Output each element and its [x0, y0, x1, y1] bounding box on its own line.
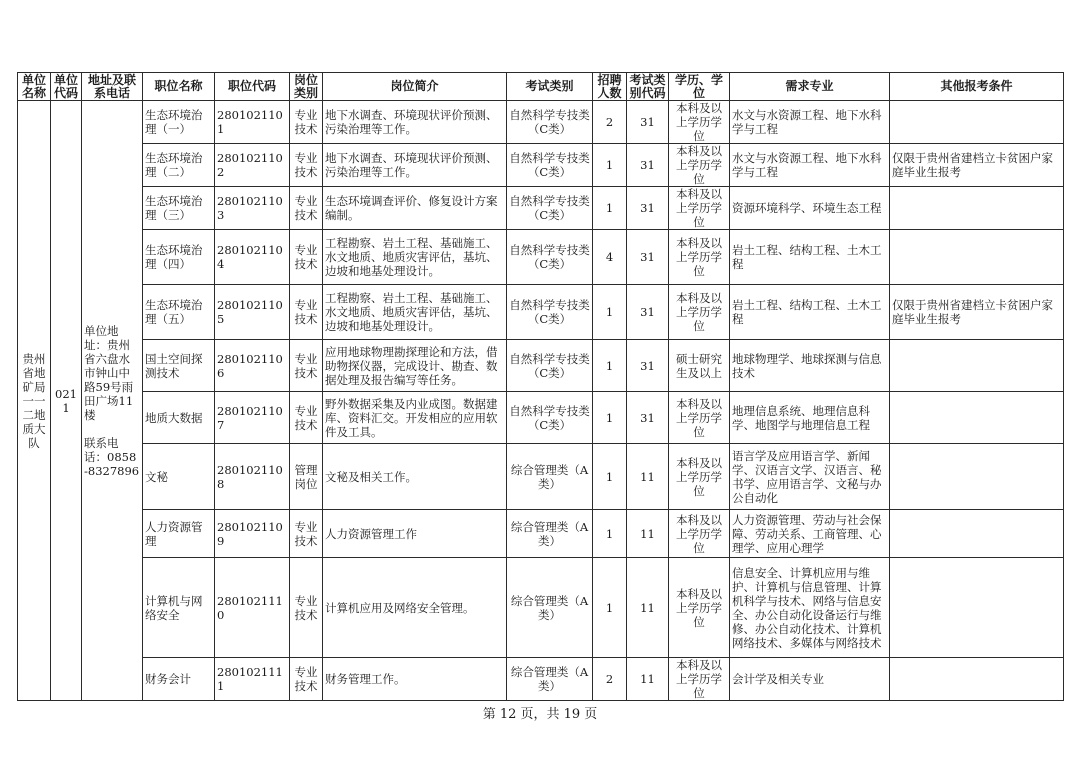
job-table: [17, 72, 1064, 701]
recruit-count-cell: 1: [593, 285, 627, 340]
position-name-cell: 地质大数据: [143, 392, 215, 444]
position-code-cell: 2801021106: [215, 340, 290, 392]
address-contact-cell: [82, 101, 143, 701]
position-code-cell: 2801021111: [215, 658, 290, 701]
exam-category-cell: 综合管理类（A类）: [507, 558, 593, 658]
table-row: [18, 340, 1064, 392]
page-footer: 第 12 页，共 19 页: [482, 707, 598, 722]
table-row: [18, 510, 1064, 558]
recruit-count-cell: 1: [593, 558, 627, 658]
education-cell: 硕士研究生及以上: [669, 340, 730, 392]
exam-code-cell: 31: [627, 230, 669, 285]
position-name-cell: 国土空间探测技术: [143, 340, 215, 392]
post-category-cell: 专业技术: [290, 144, 323, 187]
exam-category-cell: 自然科学专技类（C类）: [507, 285, 593, 340]
header-exam-category-code: 考试类别代码: [627, 73, 669, 101]
exam-code-cell: 11: [627, 444, 669, 510]
unit-code-cell: 0211: [51, 101, 82, 701]
table-row: [18, 144, 1064, 187]
exam-code-cell: 11: [627, 510, 669, 558]
education-cell: 本科及以上学历学位: [669, 658, 730, 701]
header-other-conditions: 其他报考条件: [890, 73, 1064, 101]
education-cell: 本科及以上学历学位: [669, 230, 730, 285]
post-description-cell: 工程勘察、岩土工程、基础施工、水文地质、地质灾害评估，基坑、边坡和地基处理设计。: [323, 230, 507, 285]
header-address-contact: 地址及联系电话: [82, 73, 143, 101]
other-conditions-cell: [890, 558, 1064, 658]
post-category-cell: 专业技术: [290, 340, 323, 392]
exam-category-cell: 综合管理类（A类）: [507, 444, 593, 510]
recruit-count-cell: 1: [593, 510, 627, 558]
other-conditions-cell: 仅限于贵州省建档立卡贫困户家庭毕业生报考: [890, 285, 1064, 340]
position-name-cell: 财务会计: [143, 658, 215, 701]
post-category-cell: 专业技术: [290, 392, 323, 444]
exam-category-cell: 综合管理类（A类）: [507, 510, 593, 558]
required-major-cell: 水文与水资源工程、地下水科学与工程: [730, 144, 890, 187]
other-conditions-cell: 仅限于贵州省建档立卡贫困户家庭毕业生报考: [890, 144, 1064, 187]
other-conditions-cell: [890, 510, 1064, 558]
education-cell: 本科及以上学历学位: [669, 101, 730, 144]
other-conditions-cell: [890, 444, 1064, 510]
position-code-cell: 2801021105: [215, 285, 290, 340]
required-major-cell: 人力资源管理、劳动与社会保障、劳动关系、工商管理、心理学、应用心理学: [730, 510, 890, 558]
header-post-description: 岗位简介: [323, 73, 507, 101]
required-major-cell: 地理信息系统、地理信息科学、地图学与地理信息工程: [730, 392, 890, 444]
other-conditions-cell: [890, 230, 1064, 285]
header-recruit-count: 招聘人数: [593, 73, 627, 101]
exam-code-cell: 31: [627, 285, 669, 340]
post-description-cell: 生态环境调查评价、修复设计方案编制。: [323, 187, 507, 230]
post-description-cell: 地下水调查、环境现状评价预测、污染治理等工作。: [323, 144, 507, 187]
position-code-cell: 2801021102: [215, 144, 290, 187]
other-conditions-cell: [890, 101, 1064, 144]
recruit-count-cell: 4: [593, 230, 627, 285]
required-major-cell: 岩土工程、结构工程、土木工程: [730, 230, 890, 285]
post-description-cell: 人力资源管理工作: [323, 510, 507, 558]
table-row: [18, 658, 1064, 701]
required-major-cell: 地球物理学、地球探测与信息技术: [730, 340, 890, 392]
exam-category-cell: 自然科学专技类（C类）: [507, 144, 593, 187]
post-category-cell: 专业技术: [290, 187, 323, 230]
position-code-cell: 2801021109: [215, 510, 290, 558]
exam-code-cell: 31: [627, 187, 669, 230]
post-description-cell: 财务管理工作。: [323, 658, 507, 701]
position-code-cell: 2801021103: [215, 187, 290, 230]
required-major-cell: 语言学及应用语言学、新闻学、汉语言文学、汉语言、秘书学、应用语言学、文秘与办公自动化: [730, 444, 890, 510]
exam-category-cell: 综合管理类（A类）: [507, 658, 593, 701]
header-post-category: 岗位类别: [290, 73, 323, 101]
header-unit-name: 单位名称: [18, 73, 51, 101]
table-row: [18, 101, 1064, 144]
exam-category-cell: 自然科学专技类（C类）: [507, 230, 593, 285]
header-education-degree: 学历、学位: [669, 73, 730, 101]
post-category-cell: 专业技术: [290, 558, 323, 658]
education-cell: 本科及以上学历学位: [669, 558, 730, 658]
required-major-cell: 岩土工程、结构工程、土木工程: [730, 285, 890, 340]
unit-name-cell: 贵州省地矿局一一二地质大队: [18, 101, 51, 701]
header-position-name: 职位名称: [143, 73, 215, 101]
position-name-cell: 生态环境治理（二）: [143, 144, 215, 187]
position-name-cell: 生态环境治理（三）: [143, 187, 215, 230]
exam-category-cell: 自然科学专技类（C类）: [507, 340, 593, 392]
exam-code-cell: 31: [627, 340, 669, 392]
required-major-cell: 资源环境科学、环境生态工程: [730, 187, 890, 230]
position-name-cell: 人力资源管理: [143, 510, 215, 558]
position-name-cell: 生态环境治理（四）: [143, 230, 215, 285]
exam-code-cell: 31: [627, 392, 669, 444]
position-code-cell: 2801021108: [215, 444, 290, 510]
post-category-cell: 专业技术: [290, 101, 323, 144]
position-code-cell: 2801021110: [215, 558, 290, 658]
post-description-cell: 工程勘察、岩土工程、基础施工、水文地质、地质灾害评估，基坑、边坡和地基处理设计。: [323, 285, 507, 340]
table-row: [18, 187, 1064, 230]
position-name-cell: 文秘: [143, 444, 215, 510]
education-cell: 本科及以上学历学位: [669, 187, 730, 230]
recruit-count-cell: 1: [593, 187, 627, 230]
exam-code-cell: 31: [627, 101, 669, 144]
exam-code-cell: 11: [627, 558, 669, 658]
education-cell: 本科及以上学历学位: [669, 444, 730, 510]
recruit-count-cell: 1: [593, 340, 627, 392]
position-code-cell: 2801021104: [215, 230, 290, 285]
exam-category-cell: 自然科学专技类（C类）: [507, 392, 593, 444]
table-row: [18, 444, 1064, 510]
table-header-row: [18, 73, 1064, 101]
position-name-cell: 生态环境治理（五）: [143, 285, 215, 340]
table-row: [18, 285, 1064, 340]
recruit-count-cell: 1: [593, 144, 627, 187]
required-major-cell: 会计学及相关专业: [730, 658, 890, 701]
table-row: [18, 558, 1064, 658]
other-conditions-cell: [890, 392, 1064, 444]
post-category-cell: 管理岗位: [290, 444, 323, 510]
table-row: [18, 392, 1064, 444]
education-cell: 本科及以上学历学位: [669, 144, 730, 187]
post-category-cell: 专业技术: [290, 230, 323, 285]
unit-address: 单位地址：贵州省六盘水市钟山中路59号雨田广场11楼: [84, 323, 134, 422]
position-code-cell: 2801021101: [215, 101, 290, 144]
header-position-code: 职位代码: [215, 73, 290, 101]
recruit-count-cell: 2: [593, 101, 627, 144]
recruit-count-cell: 1: [593, 392, 627, 444]
exam-code-cell: 11: [627, 658, 669, 701]
position-code-cell: 2801021107: [215, 392, 290, 444]
other-conditions-cell: [890, 658, 1064, 701]
education-cell: 本科及以上学历学位: [669, 285, 730, 340]
header-required-major: 需求专业: [730, 73, 890, 101]
other-conditions-cell: [890, 187, 1064, 230]
other-conditions-cell: [890, 340, 1064, 392]
post-description-cell: 地下水调查、环境现状评价预测、污染治理等工作。: [323, 101, 507, 144]
required-major-cell: 信息安全、计算机应用与维护、计算机与信息管理、计算机科学与技术、网络与信息安全、办公自动化设备运行与维修、办公自动化技术、计算机网络技术、多媒体与网络技术: [730, 558, 890, 658]
exam-category-cell: 自然科学专技类（C类）: [507, 187, 593, 230]
education-cell: 本科及以上学历学位: [669, 510, 730, 558]
post-description-cell: 野外数据采集及内业成图。数据建库、资料汇交。开发相应的应用软件及工具。: [323, 392, 507, 444]
unit-phone: 联系电话：0858-8327896: [84, 435, 140, 478]
position-name-cell: 计算机与网络安全: [143, 558, 215, 658]
post-category-cell: 专业技术: [290, 510, 323, 558]
position-name-cell: 生态环境治理（一）: [143, 101, 215, 144]
post-description-cell: 文秘及相关工作。: [323, 444, 507, 510]
header-unit-code: 单位代码: [51, 73, 82, 101]
education-cell: 本科及以上学历学位: [669, 392, 730, 444]
post-category-cell: 专业技术: [290, 285, 323, 340]
exam-category-cell: 自然科学专技类（C类）: [507, 101, 593, 144]
table-row: [18, 230, 1064, 285]
required-major-cell: 水文与水资源工程、地下水科学与工程: [730, 101, 890, 144]
post-description-cell: 应用地球物理勘探理论和方法，借助物探仪器，完成设计、勘查、数据处理及报告编写等任务。: [323, 340, 507, 392]
header-exam-category: 考试类别: [507, 73, 593, 101]
post-category-cell: 专业技术: [290, 658, 323, 701]
post-description-cell: 计算机应用及网络安全管理。: [323, 558, 507, 658]
recruit-count-cell: 1: [593, 444, 627, 510]
recruit-count-cell: 2: [593, 658, 627, 701]
exam-code-cell: 31: [627, 144, 669, 187]
